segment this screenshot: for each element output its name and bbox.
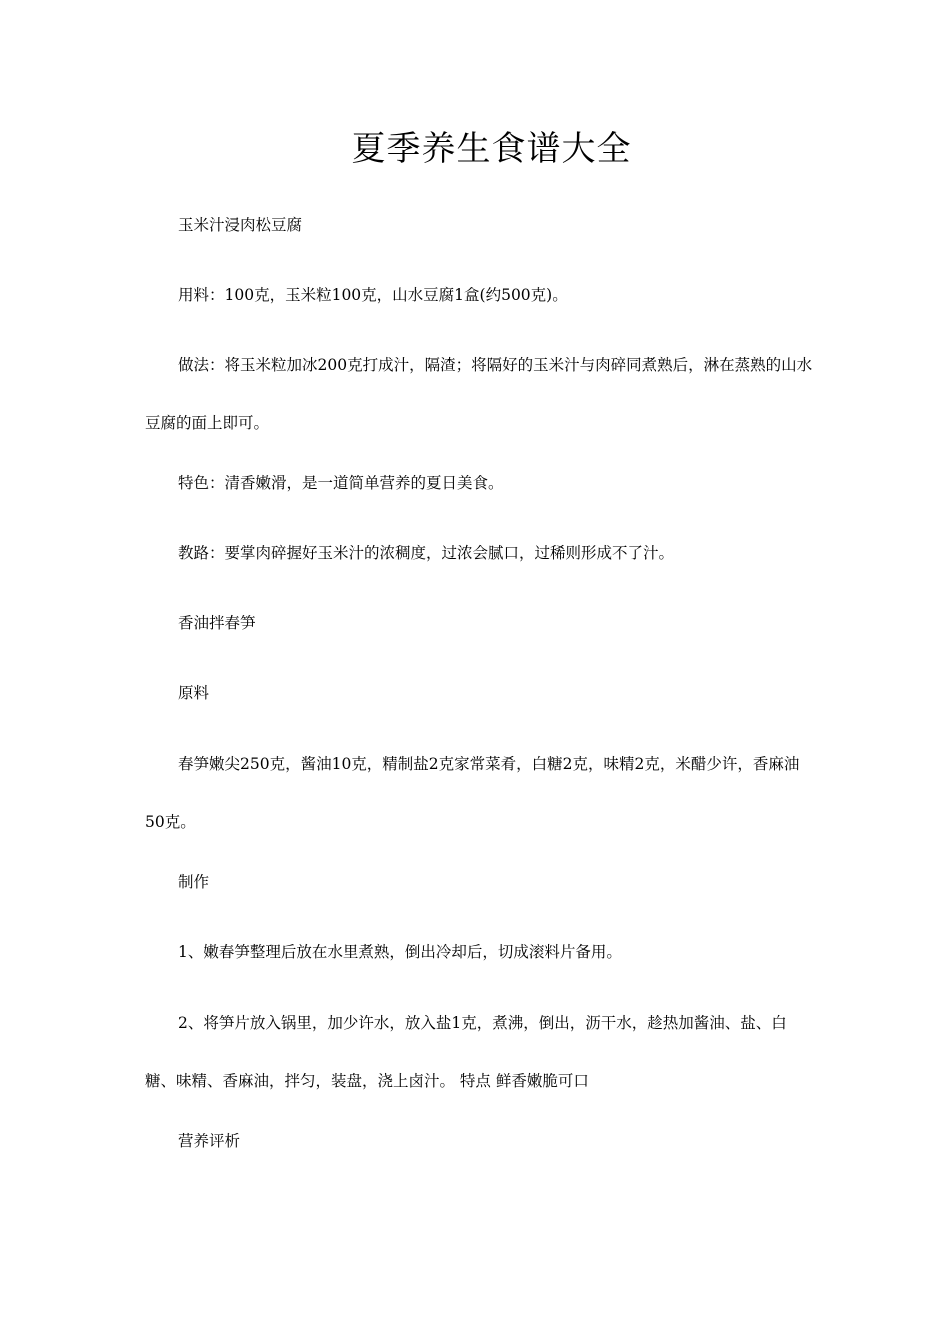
tip-paragraph: 教路：要掌肉碎握好玉米汁的浓稠度，过浓会腻口，过稀则形成不了汁。 bbox=[178, 544, 675, 562]
section-heading: 营养评析 bbox=[178, 1132, 241, 1150]
ingredients-paragraph: 用料：100克，玉米粒100克，山水豆腐1盒(约500克)。 bbox=[178, 286, 568, 304]
step-paragraph: 1、嫩春笋整理后放在水里煮熟，倒出冷却后，切成滚料片备用。 bbox=[178, 943, 622, 961]
recipe-title: 玉米汁浸肉松豆腐 bbox=[178, 216, 303, 234]
recipe-title: 香油拌春笋 bbox=[178, 614, 256, 632]
method-paragraph: 做法：将玉米粒加冰200克打成汁，隔渣；将隔好的玉米汁与肉碎同煮熟后，淋在蒸熟的山水豆腐的面上即可。 bbox=[145, 356, 813, 432]
feature-paragraph: 特色：清香嫩滑，是一道简单营养的夏日美食。 bbox=[178, 474, 504, 492]
step-paragraph: 2、将笋片放入锅里，加少许水，放入盐1克，煮沸，倒出，沥干水，趁热加酱油、盐、白糖、味精、香麻油，拌匀，装盘，浇上卤汁。 特点 鲜香嫩脆可口 bbox=[145, 1014, 787, 1090]
section-heading: 原料 bbox=[178, 684, 210, 702]
ingredients-paragraph: 春笋嫩尖250克，酱油10克，精制盐2克家常菜肴，白糖2克，味精2克，米醋少许，香麻油50克。 bbox=[145, 755, 800, 831]
page-title: 夏季养生食谱大全 bbox=[351, 128, 632, 169]
section-heading: 制作 bbox=[178, 873, 210, 891]
